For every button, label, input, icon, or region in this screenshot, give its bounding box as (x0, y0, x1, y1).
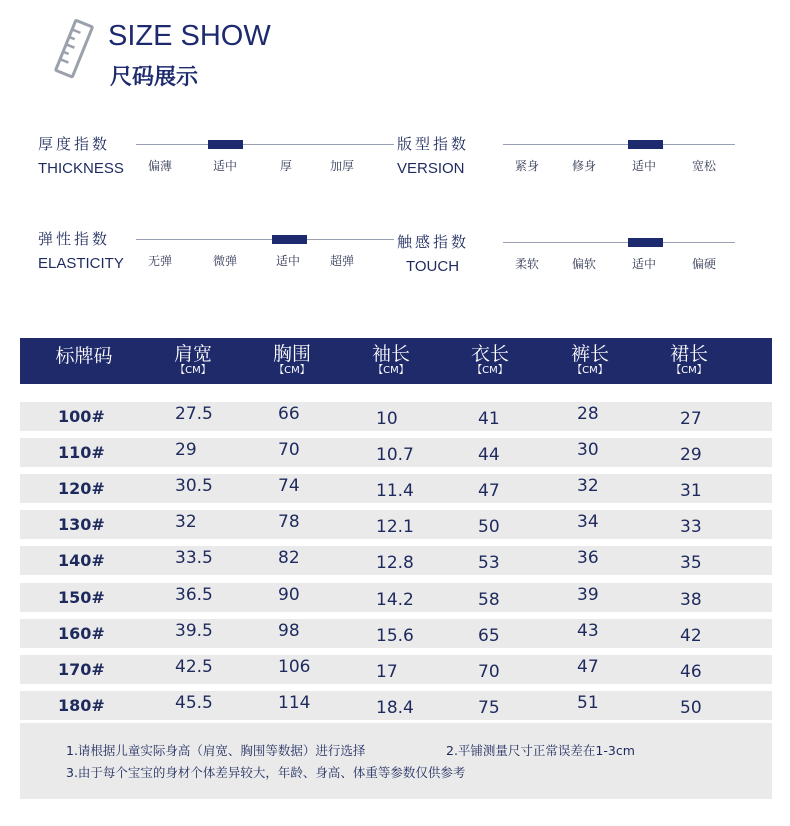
measure-cell: 28 (577, 404, 599, 424)
table-row (20, 474, 772, 503)
index-label-en: THICKNESS (38, 160, 124, 177)
measure-cell: 18.4 (376, 697, 414, 718)
index-label-en: VERSION (397, 160, 465, 177)
measure-cell: 42 (680, 625, 702, 646)
header-unit: 【CM】 (572, 365, 608, 376)
index-option: 超弹 (330, 254, 355, 268)
index-option: 适中 (632, 257, 657, 271)
index-option: 偏薄 (148, 159, 173, 173)
measure-cell: 17 (376, 661, 398, 682)
page-subtitle: 尺码展示 (110, 65, 199, 90)
measure-cell: 29 (175, 440, 197, 461)
index-label-en: TOUCH (406, 258, 460, 275)
measure-cell: 53 (478, 553, 500, 574)
measure-cell: 43 (577, 620, 599, 641)
header-cell (148, 338, 238, 377)
measure-cell: 70 (478, 661, 500, 682)
index-option: 宽松 (692, 159, 717, 173)
index-label-cn: 弹性指数 (38, 230, 111, 248)
page-title: SIZE SHOW (108, 20, 271, 52)
index-option: 适中 (213, 159, 238, 173)
index-version (397, 133, 757, 193)
header-cell (247, 338, 337, 377)
index-touch (397, 231, 757, 291)
measure-cell: 74 (278, 476, 300, 497)
header-label: 袖长 (371, 343, 410, 365)
header-unit: 【CM】 (373, 365, 409, 376)
notes-panel (20, 723, 772, 799)
size-cell: 180# (58, 695, 105, 715)
table-row (20, 438, 772, 467)
index-label-cn: 版型指数 (397, 135, 470, 153)
index-option: 适中 (632, 159, 657, 173)
header-cell (644, 338, 734, 377)
measure-cell: 65 (478, 625, 500, 646)
index-track (503, 242, 735, 243)
measure-cell: 51 (577, 692, 599, 713)
measure-cell: 45.5 (175, 692, 213, 713)
size-cell: 160# (58, 623, 105, 643)
table-header (20, 338, 772, 384)
size-cell: 150# (58, 587, 105, 607)
index-track (136, 239, 394, 240)
table-row (20, 655, 772, 684)
index-option: 偏软 (572, 257, 597, 271)
measure-cell: 31 (680, 481, 702, 502)
table-row (20, 402, 772, 431)
header-unit: 【CM】 (175, 365, 211, 376)
header-label: 肩宽 (173, 343, 212, 365)
measure-cell: 12.8 (376, 553, 414, 574)
measure-cell: 10 (376, 409, 398, 429)
header-label: 标牌码 (55, 345, 113, 367)
size-cell: 140# (58, 551, 105, 571)
table-row (20, 583, 772, 612)
index-option: 厚 (280, 159, 293, 173)
index-elasticity (38, 228, 398, 288)
measure-cell: 106 (278, 656, 311, 677)
measure-cell: 34 (577, 512, 599, 533)
note-1: 1.请根据儿童实际身高（肩宽、胸围等数据）进行选择 (66, 743, 366, 758)
header-unit: 【CM】 (671, 365, 707, 376)
measure-cell: 78 (278, 512, 300, 533)
measure-cell: 41 (478, 409, 500, 429)
size-cell: 110# (58, 443, 105, 463)
measure-cell: 50 (680, 697, 702, 718)
index-option: 微弹 (213, 254, 238, 268)
measure-cell: 30 (577, 440, 599, 461)
measure-cell: 82 (278, 548, 300, 569)
measure-cell: 11.4 (376, 481, 414, 502)
measure-cell: 47 (478, 481, 500, 502)
measure-cell: 42.5 (175, 656, 213, 677)
measure-cell: 33.5 (175, 548, 213, 569)
measure-cell: 35 (680, 553, 702, 574)
header-label: 胸围 (272, 343, 311, 365)
header-cell (39, 338, 129, 367)
measure-cell: 14.2 (376, 589, 414, 610)
index-marker (628, 238, 663, 247)
measure-cell: 75 (478, 697, 500, 718)
header-cell (545, 338, 635, 377)
measure-cell: 33 (680, 517, 702, 538)
table-row (20, 546, 772, 575)
measure-cell: 90 (278, 584, 300, 605)
measure-cell: 10.7 (376, 445, 414, 466)
size-cell: 170# (58, 659, 105, 679)
measure-cell: 15.6 (376, 625, 414, 646)
header-cell (346, 338, 436, 377)
measure-cell: 27 (680, 409, 702, 429)
measure-cell: 38 (680, 589, 702, 610)
index-option: 适中 (276, 254, 301, 268)
measure-cell: 36 (577, 548, 599, 569)
table-row (20, 619, 772, 648)
measure-cell: 66 (278, 404, 300, 424)
note-3: 3.由于每个宝宝的身材个体差异较大，年龄、身高、体重等参数仅供参考 (66, 765, 466, 780)
size-cell: 100# (58, 407, 105, 426)
measure-cell: 70 (278, 440, 300, 461)
measure-cell: 39.5 (175, 620, 213, 641)
measure-cell: 36.5 (175, 584, 213, 605)
index-thickness (38, 133, 398, 193)
index-option: 修身 (572, 159, 597, 173)
header-unit: 【CM】 (472, 365, 508, 376)
measure-cell: 50 (478, 517, 500, 538)
header-unit: 【CM】 (274, 365, 310, 376)
index-option: 无弹 (148, 254, 173, 268)
header-cell (445, 338, 535, 377)
index-option: 紧身 (515, 159, 540, 173)
measure-cell: 98 (278, 620, 300, 641)
index-track (503, 144, 735, 145)
index-option: 加厚 (330, 159, 355, 173)
measure-cell: 27.5 (175, 404, 213, 424)
index-label-en: ELASTICITY (38, 255, 124, 272)
header-label: 裙长 (669, 343, 708, 365)
index-marker (628, 140, 663, 149)
header-label: 裤长 (570, 343, 609, 365)
measure-cell: 12.1 (376, 517, 414, 538)
index-track (136, 144, 394, 145)
measure-cell: 47 (577, 656, 599, 677)
measure-cell: 44 (478, 445, 500, 466)
index-label-cn: 厚度指数 (38, 135, 111, 153)
index-marker (208, 140, 243, 149)
measure-cell: 114 (278, 692, 311, 713)
size-cell: 130# (58, 515, 105, 535)
index-marker (272, 235, 307, 244)
measure-cell: 29 (680, 445, 702, 466)
measure-cell: 39 (577, 584, 599, 605)
measure-cell: 32 (577, 476, 599, 497)
size-cell: 120# (58, 479, 105, 499)
measure-cell: 32 (175, 512, 197, 533)
header-label: 衣长 (470, 343, 509, 365)
index-label-cn: 触感指数 (397, 233, 470, 251)
table-row (20, 510, 772, 539)
measure-cell: 30.5 (175, 476, 213, 497)
table-row (20, 691, 772, 720)
measure-cell: 58 (478, 589, 500, 610)
index-option: 偏硬 (692, 257, 717, 271)
measure-cell: 46 (680, 661, 702, 682)
note-2: 2.平铺测量尺寸正常误差在1-3cm (446, 743, 635, 758)
ruler-icon (52, 18, 98, 80)
index-option: 柔软 (515, 257, 540, 271)
